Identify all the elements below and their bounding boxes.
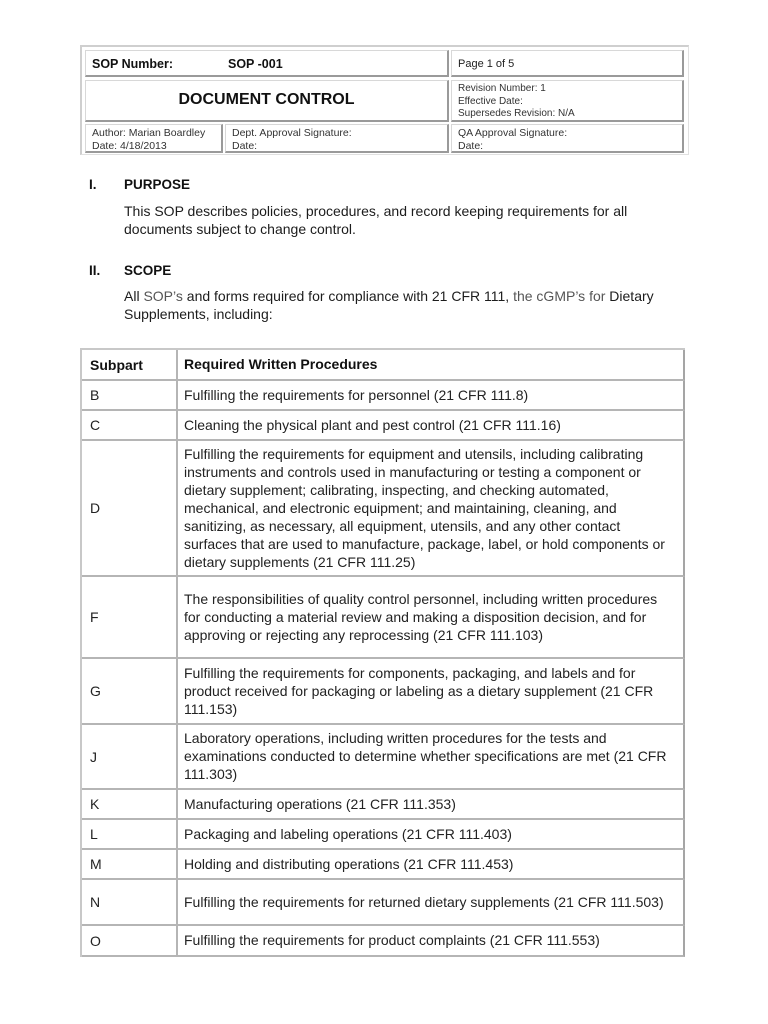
supersedes-revision: Supersedes Revision: N/A [458, 108, 575, 119]
author-date: Date: 4/18/2013 [92, 140, 167, 152]
table-row [82, 820, 685, 850]
table-row [82, 441, 685, 577]
sop-header-table [80, 45, 689, 155]
subpart-cell: L [82, 820, 178, 848]
table-row [82, 411, 685, 441]
table-header-row [82, 350, 685, 381]
table-row [82, 725, 685, 790]
subpart-cell: B [82, 381, 178, 409]
table-row [82, 381, 685, 411]
document-title-cell [85, 80, 449, 122]
section-heading-scope: SCOPE [124, 263, 172, 278]
page-number: Page 1 of 5 [458, 58, 515, 70]
table-row [82, 880, 685, 926]
procedure-cell: Holding and distributing operations (21 CFR 111.453) [184, 855, 514, 872]
author-name: Author: Marian Boardley [92, 127, 206, 139]
section-heading-purpose: PURPOSE [124, 177, 191, 192]
subpart-cell: N [82, 880, 178, 924]
table-row [82, 577, 685, 659]
subpart-cell: F [82, 577, 178, 657]
dept-approval-cell [225, 124, 449, 153]
subpart-cell: D [82, 441, 178, 575]
procedure-cell: Fulfilling the requirements for personnel (21 CFR 111.8) [184, 386, 529, 403]
sop-number-value: SOP -001 [228, 57, 283, 71]
procedure-cell: Laboratory operations, including written procedures for the tests and examinations conducted to determine whether specifications are met (21 CFR 111.303) [184, 730, 667, 782]
purpose-paragraph: This SOP describes policies, procedures, and record keeping requirements for all documents subject to change control. [124, 203, 628, 237]
table-row [82, 659, 685, 725]
column-header-procedures: Required Written Procedures [184, 356, 378, 372]
scope-paragraph [124, 287, 684, 323]
scope-text-e: Dietary Supplements, including: [124, 288, 654, 322]
revision-cell [451, 80, 684, 122]
procedure-cell: Fulfilling the requirements for product complaints (21 CFR 111.553) [184, 932, 600, 948]
procedure-cell: Packaging and labeling operations (21 CFR 111.403) [184, 825, 512, 842]
revision-number: Revision Number: 1 [458, 83, 546, 94]
subpart-cell: J [82, 725, 178, 788]
procedure-cell: The responsibilities of quality control personnel, including written procedures for conducting a material review and making a disposition decision, and for approving or rejecting any reprocessing (21 CFR 111.103) [184, 590, 658, 643]
page-number-cell [451, 50, 684, 77]
table-row [82, 926, 685, 957]
procedure-cell: Fulfilling the requirements for components, packaging, and labels and for product received for packaging or labeling as a dietary supplement (21 CFR 111.153) [184, 664, 654, 717]
procedure-cell: Fulfilling the requirements for returned dietary supplements (21 CFR 111.503) [184, 893, 664, 910]
section-number-scope: II. [89, 263, 101, 278]
author-cell [85, 124, 223, 153]
subpart-cell: G [82, 659, 178, 723]
scope-text-b: SOP’s [143, 288, 183, 304]
column-header-subpart: Subpart [82, 350, 178, 379]
qa-approval-cell [451, 124, 684, 153]
sop-number-label: SOP Number: [92, 57, 174, 71]
procedure-cell: Manufacturing operations (21 CFR 111.353) [184, 795, 456, 812]
scope-text-c: and forms required for compliance with 21 CFR 111, [182, 288, 514, 304]
effective-date: Effective Date: [458, 95, 523, 107]
section-number-purpose: I. [89, 177, 97, 192]
table-row [82, 790, 685, 820]
document-title: DOCUMENT CONTROL [178, 91, 355, 108]
procedure-cell: Fulfilling the requirements for equipment and utensils, including calibrating instruments and controls used in manufacturing or testing a component or dietary supplement; calibrating, inspecting, and checking automated, mechanical, and electronic equipment; and maintaining, cleaning, and sanitizing, as necessary, all equipment, utensils, and any other contact surfaces that are used to manufacture, package, label, or hold components or dietary supplements (21 CFR 111.25) [184, 445, 665, 570]
subpart-cell: M [82, 850, 178, 878]
scope-text-a: All [124, 288, 144, 304]
subpart-cell: C [82, 411, 178, 439]
dept-approval-date: Date: [232, 140, 258, 152]
scope-text-d: the cGMP’s for [513, 288, 606, 304]
sop-number-cell [85, 50, 449, 77]
qa-approval-date: Date: [458, 140, 484, 152]
subpart-cell: O [82, 926, 178, 955]
dept-approval-signature: Dept. Approval Signature: [232, 127, 352, 139]
table-row [82, 850, 685, 880]
procedure-cell: Cleaning the physical plant and pest control (21 CFR 111.16) [184, 416, 561, 433]
subpart-cell: K [82, 790, 178, 818]
qa-approval-signature: QA Approval Signature: [458, 127, 568, 139]
required-procedures-table [80, 348, 685, 957]
